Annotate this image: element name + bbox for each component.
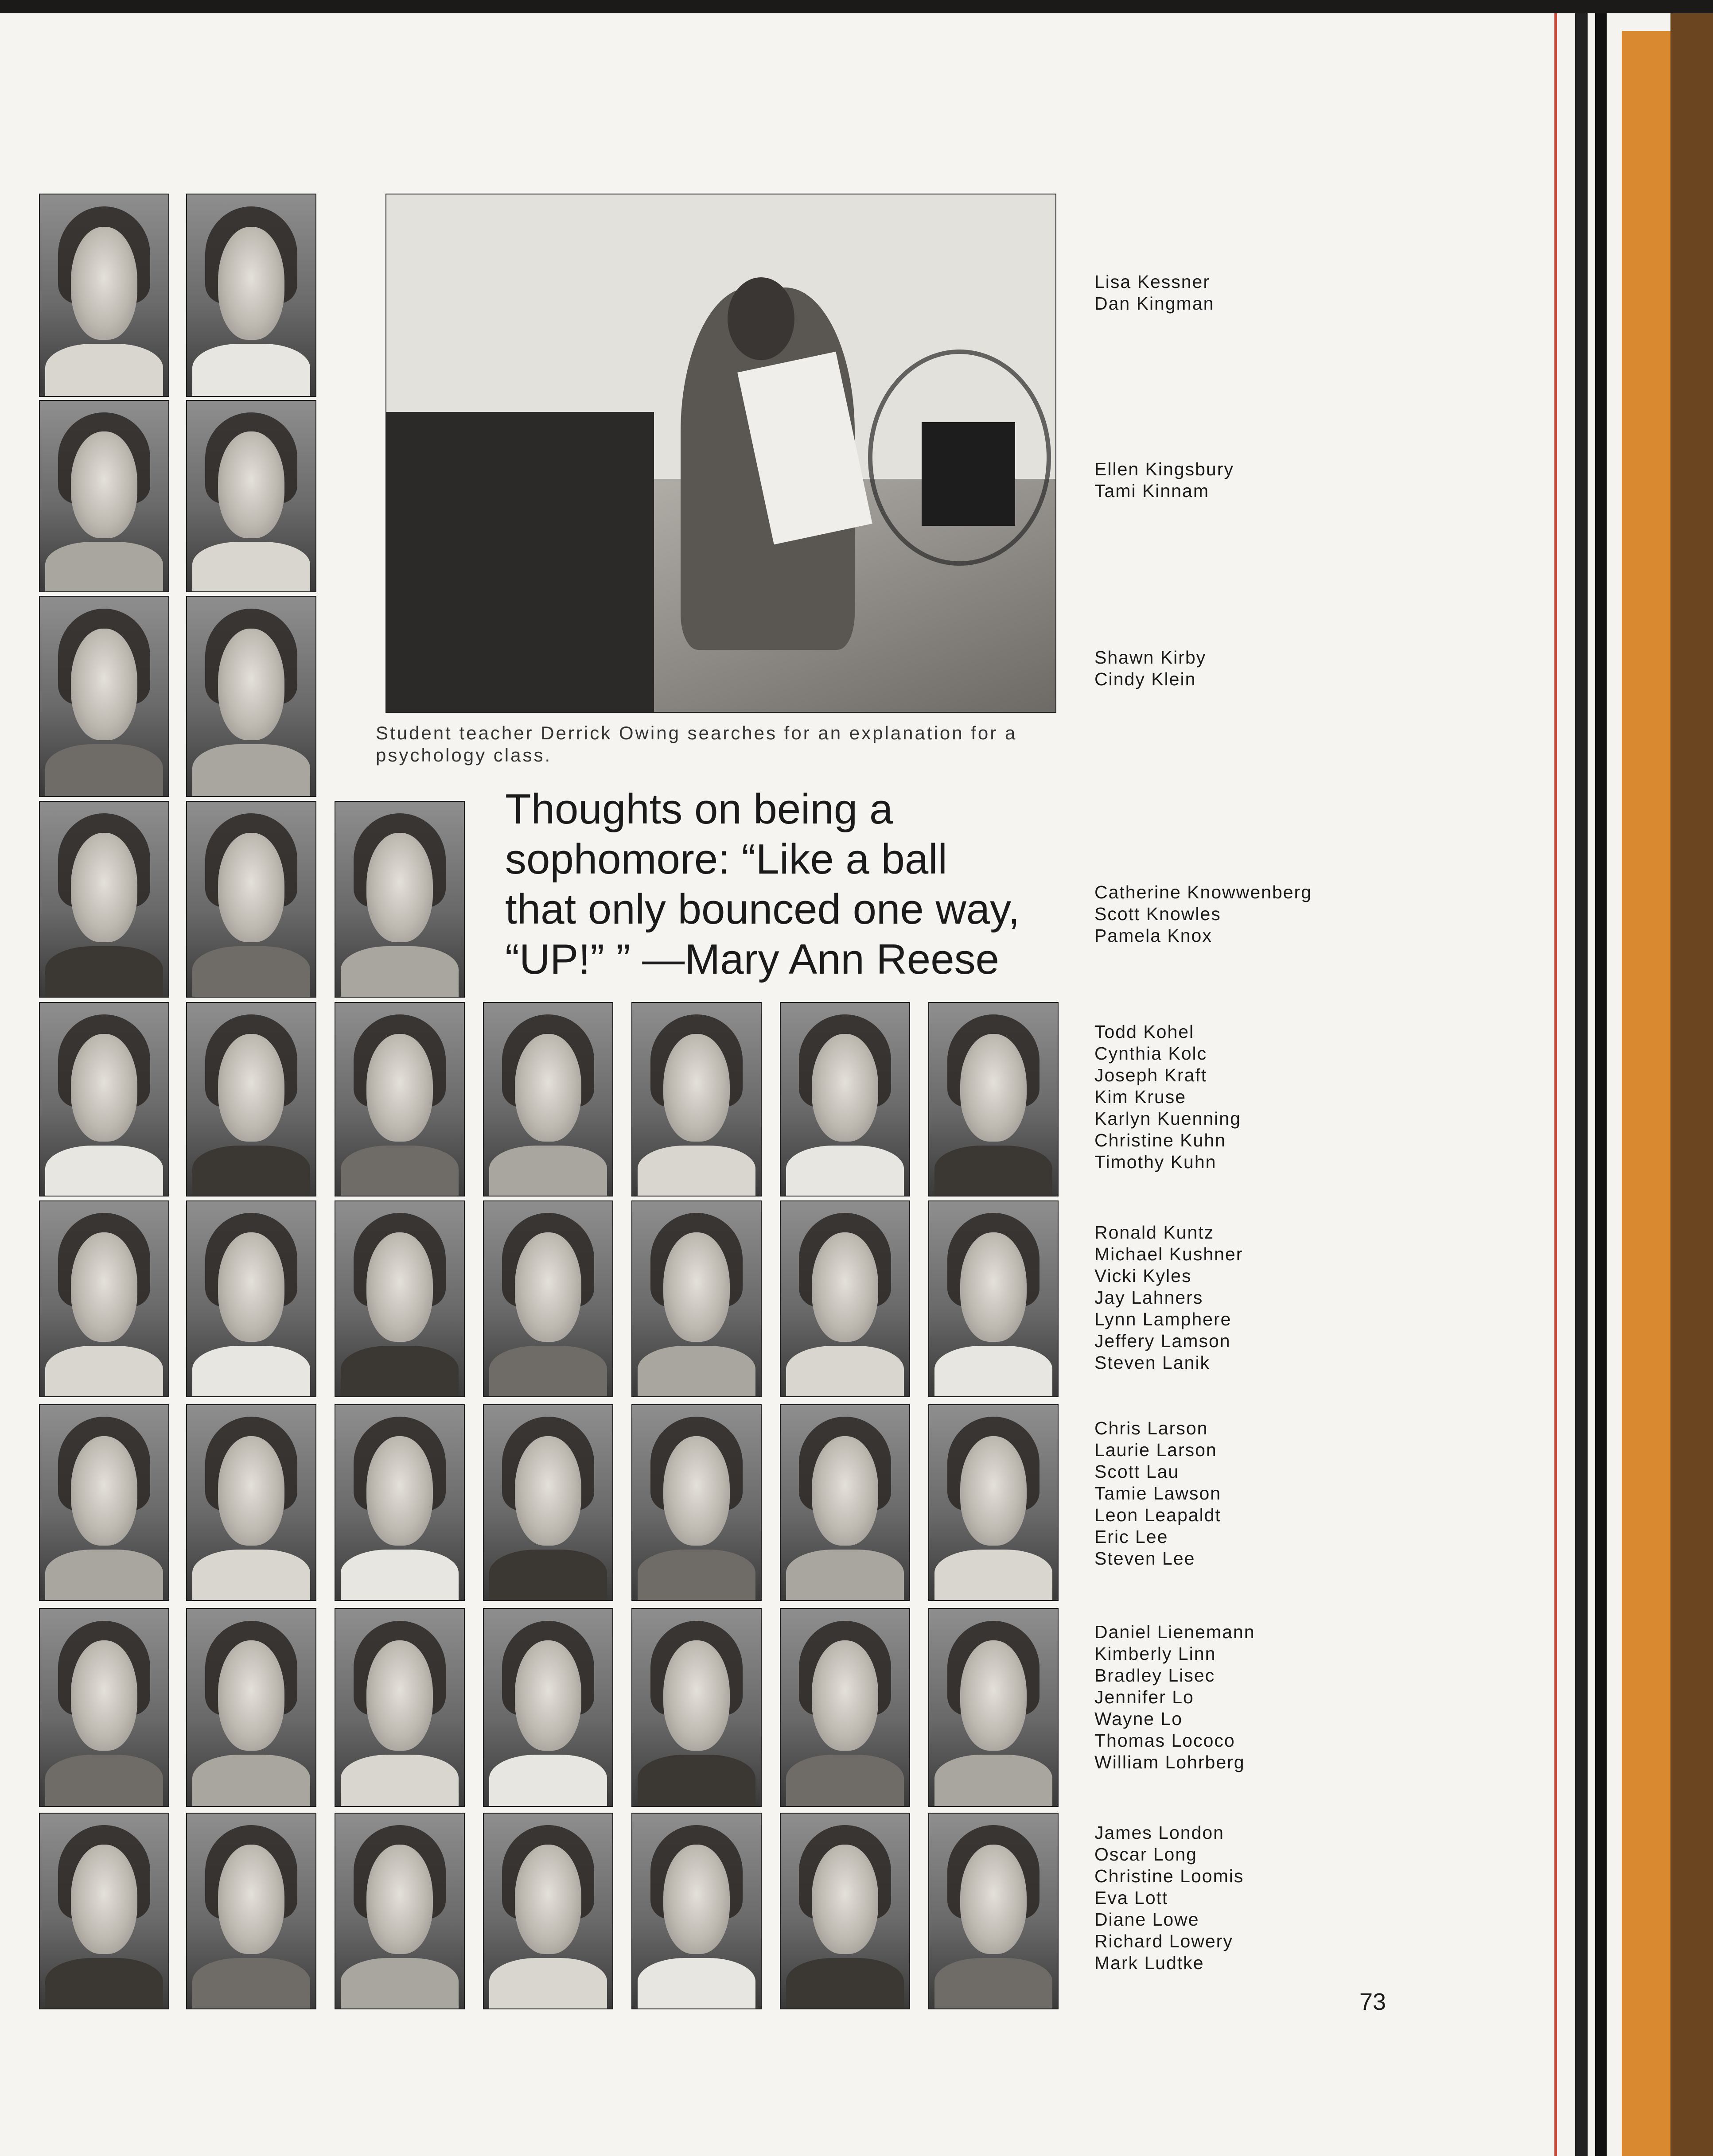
student-name: James London	[1094, 1822, 1224, 1843]
portrait-face	[218, 1232, 285, 1341]
portrait-shirt	[489, 1958, 607, 2009]
portrait-face	[663, 1640, 730, 1751]
student-name: Jennifer Lo	[1094, 1687, 1194, 1707]
portrait-shirt	[45, 1146, 164, 1196]
student-name: Timothy Kuhn	[1094, 1152, 1217, 1172]
portrait-shirt	[638, 1146, 756, 1196]
portrait-face	[812, 1640, 879, 1751]
student-name: Karlyn Kuenning	[1094, 1108, 1241, 1129]
student-portrait	[780, 1002, 910, 1196]
portrait-face	[218, 1034, 285, 1142]
student-name: Leon Leapaldt	[1094, 1505, 1221, 1525]
portrait-shirt	[341, 1958, 459, 2009]
student-name: Kimberly Linn	[1094, 1643, 1216, 1664]
portrait-shirt	[638, 1550, 756, 1601]
page-number: 73	[1359, 1989, 1386, 2015]
portrait-face	[71, 1034, 138, 1142]
student-portrait	[186, 1200, 316, 1397]
portrait-face	[218, 833, 285, 942]
student-name: Lisa Kessner	[1094, 272, 1211, 292]
portrait-face	[515, 1232, 582, 1341]
student-name: Wayne Lo	[1094, 1709, 1183, 1729]
portrait-shirt	[45, 1346, 164, 1397]
portrait-face	[366, 1436, 433, 1545]
portrait-face	[663, 1845, 730, 1954]
student-name: Daniel Lienemann	[1094, 1622, 1255, 1642]
student-name: Pamela Knox	[1094, 925, 1212, 946]
student-portrait	[39, 1200, 169, 1397]
feature-photo	[385, 194, 1056, 713]
student-name: Vicki Kyles	[1094, 1266, 1192, 1286]
photo-desk	[386, 412, 654, 712]
portrait-face	[71, 1436, 138, 1545]
portrait-face	[218, 431, 285, 538]
student-name: Scott Lau	[1094, 1461, 1180, 1482]
portrait-shirt	[786, 1346, 904, 1397]
student-name: Mark Ludtke	[1094, 1953, 1204, 1973]
student-portrait	[483, 1813, 613, 2009]
student-name: Cynthia Kolc	[1094, 1043, 1207, 1064]
student-name: Bradley Lisec	[1094, 1665, 1215, 1686]
student-portrait	[39, 400, 169, 592]
portrait-face	[366, 1232, 433, 1341]
student-name: Oscar Long	[1094, 1844, 1197, 1865]
student-name: Christine Loomis	[1094, 1866, 1244, 1886]
portrait-shirt	[192, 1958, 311, 2009]
student-portrait	[335, 1002, 465, 1196]
portrait-face	[960, 1034, 1027, 1142]
student-name: Ellen Kingsbury	[1094, 459, 1234, 479]
top-border	[0, 0, 1713, 13]
page-edge-red	[1554, 13, 1557, 2156]
portrait-shirt	[341, 1346, 459, 1397]
student-portrait	[631, 1813, 762, 2009]
student-name: Diane Lowe	[1094, 1909, 1199, 1930]
portrait-face	[71, 629, 138, 740]
student-portrait	[39, 194, 169, 397]
portrait-face	[812, 1436, 879, 1545]
portrait-shirt	[45, 1958, 164, 2009]
page-edge-dark	[1575, 13, 1588, 2156]
portrait-shirt	[638, 1958, 756, 2009]
portrait-face	[515, 1845, 582, 1954]
book-spine	[1670, 13, 1713, 2156]
portrait-face	[218, 1640, 285, 1751]
student-name: Tami Kinnam	[1094, 481, 1209, 501]
portrait-shirt	[192, 1146, 311, 1196]
name-list	[1094, 1021, 1325, 1173]
quote-line: Thoughts on being a	[505, 785, 893, 833]
quote-line: “UP!” ” —Mary Ann Reese	[505, 936, 999, 983]
student-name: Todd Kohel	[1094, 1022, 1195, 1042]
portrait-shirt	[934, 1755, 1053, 1807]
name-list	[1094, 882, 1325, 947]
student-portrait	[483, 1002, 613, 1196]
portrait-shirt	[192, 1346, 311, 1397]
name-list	[1094, 1418, 1325, 1569]
student-portrait	[631, 1200, 762, 1397]
portrait-shirt	[45, 1550, 164, 1601]
portrait-face	[218, 227, 285, 340]
student-name: Steven Lanik	[1094, 1352, 1211, 1373]
student-name: Eva Lott	[1094, 1888, 1168, 1908]
photo-speaker	[922, 422, 1015, 526]
student-name: Jeffery Lamson	[1094, 1331, 1231, 1351]
book-cover-edge	[1622, 31, 1670, 2156]
student-portrait	[186, 596, 316, 797]
portrait-shirt	[45, 542, 164, 592]
student-name: Laurie Larson	[1094, 1440, 1217, 1460]
student-name: Eric Lee	[1094, 1527, 1168, 1547]
student-name: Christine Kuhn	[1094, 1130, 1226, 1150]
student-name: Steven Lee	[1094, 1548, 1195, 1569]
portrait-shirt	[45, 744, 164, 797]
portrait-face	[71, 833, 138, 942]
photo-caption: Student teacher Derrick Owing searches for an explanation for a psychology class.	[376, 723, 1017, 765]
photo-teacher-face	[728, 277, 794, 360]
student-portrait	[186, 801, 316, 998]
name-list	[1094, 1822, 1325, 1974]
portrait-shirt	[192, 1755, 311, 1807]
student-portrait	[483, 1404, 613, 1601]
portrait-shirt	[45, 1755, 164, 1807]
portrait-shirt	[786, 1550, 904, 1601]
portrait-face	[812, 1845, 879, 1954]
portrait-shirt	[192, 1550, 311, 1601]
portrait-shirt	[45, 344, 164, 397]
student-name: Richard Lowery	[1094, 1931, 1233, 1951]
portrait-face	[366, 1845, 433, 1954]
portrait-shirt	[341, 1550, 459, 1601]
portrait-shirt	[638, 1755, 756, 1807]
name-list	[1094, 1222, 1325, 1374]
student-name: Joseph Kraft	[1094, 1065, 1207, 1085]
student-portrait	[335, 1200, 465, 1397]
student-name: Dan Kingman	[1094, 293, 1215, 314]
portrait-face	[218, 1845, 285, 1954]
portrait-shirt	[489, 1346, 607, 1397]
portrait-shirt	[489, 1550, 607, 1601]
student-name: Cindy Klein	[1094, 669, 1196, 689]
portrait-shirt	[638, 1346, 756, 1397]
name-list	[1094, 271, 1325, 315]
student-portrait	[928, 1813, 1059, 2009]
portrait-face	[515, 1640, 582, 1751]
portrait-shirt	[341, 1146, 459, 1196]
quote-line: sophomore: “Like a ball	[505, 835, 947, 883]
portrait-shirt	[934, 1146, 1053, 1196]
student-portrait	[39, 1404, 169, 1601]
student-name: William Lohrberg	[1094, 1752, 1245, 1772]
portrait-shirt	[786, 1958, 904, 2009]
student-portrait	[335, 1813, 465, 2009]
page-edge-dark	[1595, 13, 1607, 2156]
portrait-face	[663, 1436, 730, 1545]
student-name: Kim Kruse	[1094, 1087, 1187, 1107]
portrait-face	[71, 1232, 138, 1341]
name-list	[1094, 647, 1325, 690]
quote-line: that only bounced one way,	[505, 886, 1020, 933]
student-portrait	[335, 1608, 465, 1807]
portrait-shirt	[192, 946, 311, 998]
student-portrait	[928, 1200, 1059, 1397]
portrait-face	[663, 1034, 730, 1142]
portrait-face	[515, 1436, 582, 1545]
student-portrait	[631, 1404, 762, 1601]
student-name: Jay Lahners	[1094, 1287, 1203, 1308]
portrait-face	[960, 1640, 1027, 1751]
student-name: Tamie Lawson	[1094, 1483, 1222, 1503]
student-portrait	[928, 1404, 1059, 1601]
student-portrait	[39, 1813, 169, 2009]
student-portrait	[483, 1608, 613, 1807]
student-portrait	[39, 1608, 169, 1807]
portrait-face	[960, 1232, 1027, 1341]
student-name: Chris Larson	[1094, 1418, 1208, 1438]
student-name: Catherine Knowwenberg	[1094, 882, 1312, 902]
portrait-face	[366, 1034, 433, 1142]
student-name: Lynn Lamphere	[1094, 1309, 1232, 1329]
portrait-shirt	[192, 744, 311, 797]
portrait-face	[663, 1232, 730, 1341]
student-name: Thomas Lococo	[1094, 1730, 1235, 1751]
portrait-shirt	[341, 1755, 459, 1807]
student-portrait	[186, 1002, 316, 1196]
portrait-face	[812, 1034, 879, 1142]
sophomore-quote	[505, 784, 1059, 984]
portrait-face	[71, 431, 138, 538]
portrait-face	[960, 1845, 1027, 1954]
student-portrait	[186, 400, 316, 592]
student-portrait	[928, 1608, 1059, 1807]
student-portrait	[335, 801, 465, 998]
student-portrait	[39, 1002, 169, 1196]
portrait-face	[218, 1436, 285, 1545]
student-portrait	[780, 1404, 910, 1601]
portrait-shirt	[192, 344, 311, 397]
portrait-face	[366, 833, 433, 942]
student-portrait	[335, 1404, 465, 1601]
student-portrait	[483, 1200, 613, 1397]
name-list	[1094, 458, 1325, 502]
student-name: Scott Knowles	[1094, 904, 1221, 924]
portrait-face	[218, 629, 285, 740]
student-name: Ronald Kuntz	[1094, 1222, 1215, 1243]
portrait-shirt	[786, 1146, 904, 1196]
portrait-shirt	[934, 1958, 1053, 2009]
portrait-face	[366, 1640, 433, 1751]
portrait-shirt	[341, 946, 459, 998]
student-portrait	[186, 194, 316, 397]
portrait-shirt	[192, 542, 311, 592]
portrait-shirt	[489, 1146, 607, 1196]
student-portrait	[780, 1200, 910, 1397]
portrait-shirt	[934, 1346, 1053, 1397]
portrait-face	[812, 1232, 879, 1341]
student-name: Shawn Kirby	[1094, 647, 1207, 668]
student-portrait	[780, 1813, 910, 2009]
portrait-face	[71, 227, 138, 340]
portrait-face	[71, 1640, 138, 1751]
portrait-shirt	[934, 1550, 1053, 1601]
portrait-shirt	[489, 1755, 607, 1807]
portrait-face	[515, 1034, 582, 1142]
portrait-shirt	[786, 1755, 904, 1807]
student-portrait	[186, 1404, 316, 1601]
portrait-face	[71, 1845, 138, 1954]
student-portrait	[39, 596, 169, 797]
student-portrait	[186, 1608, 316, 1807]
student-portrait	[186, 1813, 316, 2009]
student-portrait	[39, 801, 169, 998]
name-list	[1094, 1621, 1325, 1773]
portrait-shirt	[45, 946, 164, 998]
student-portrait	[928, 1002, 1059, 1196]
student-portrait	[780, 1608, 910, 1807]
student-name: Michael Kushner	[1094, 1244, 1243, 1264]
student-portrait	[631, 1608, 762, 1807]
portrait-face	[960, 1436, 1027, 1545]
student-portrait	[631, 1002, 762, 1196]
